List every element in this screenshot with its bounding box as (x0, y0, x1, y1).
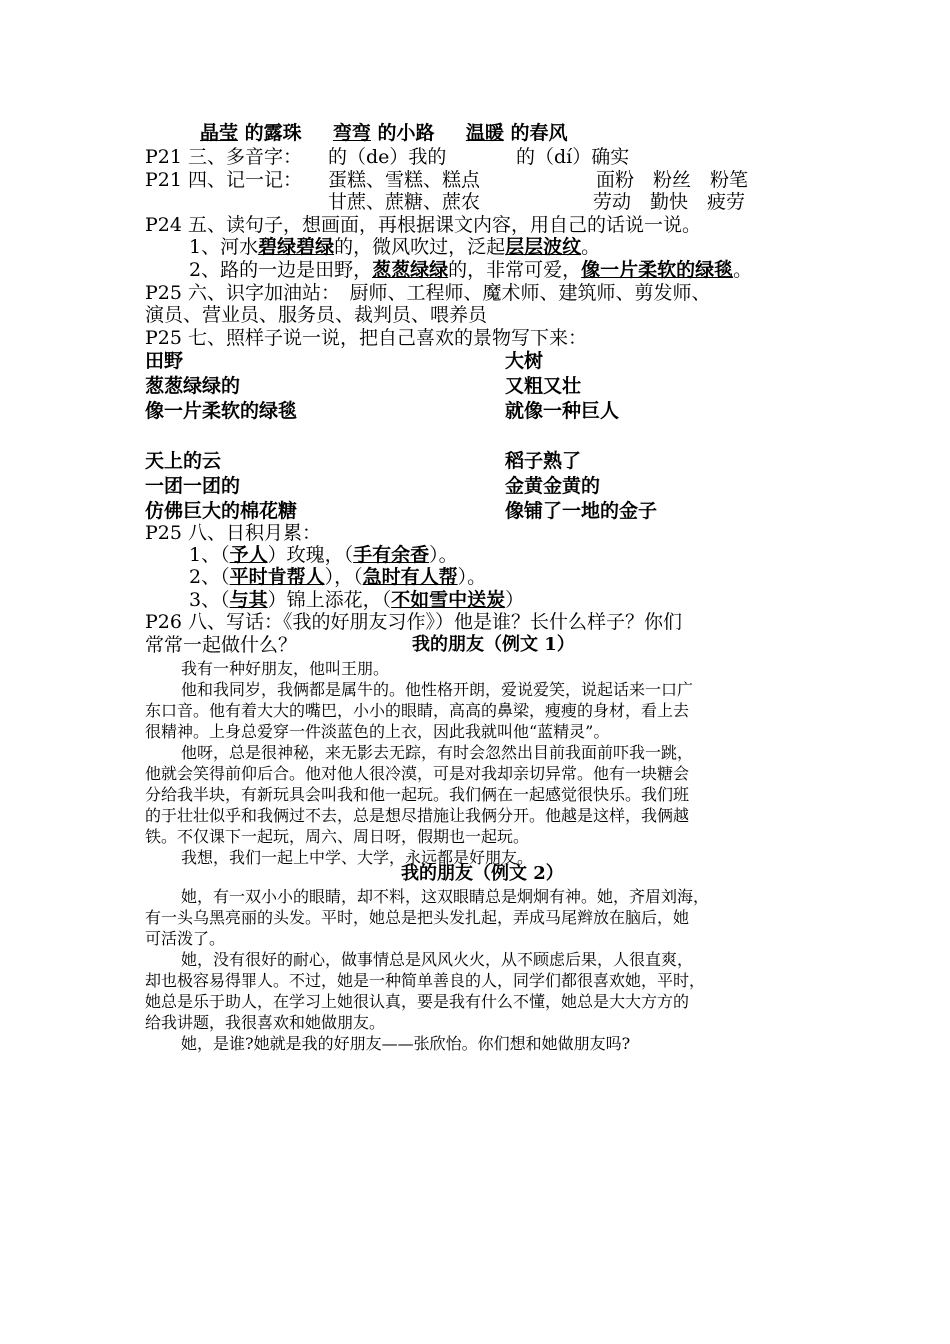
scenery-left1-line2: 葱葱绿绿的 (145, 375, 241, 397)
essay-2-line: 却也极容易得罪人。不过，她是一种简单善良的人，同学们都很喜欢她，平时， (145, 971, 706, 990)
idiom-2-part-b: ），（ (324, 566, 363, 588)
essay-2-title: 我的朋友（例文 2） (401, 863, 564, 884)
sentence-2-answer-2: 像一片柔软的绿毯 (581, 259, 734, 281)
essay-2-line: 可活泼了。 (145, 929, 226, 948)
essay-1-line: 东口音。他有着大大的嘴巴，小小的眼睛，高高的鼻梁，瘦瘦的身材，看上去 (145, 701, 690, 720)
sentence-1-answer-2: 层层波纹 (505, 236, 582, 258)
daily-accumulation-head: P25 八、日积月累： (145, 522, 322, 544)
sentence-2-part-a: 2、路的一边是田野， (189, 259, 373, 281)
essay-1-line: 的于壮壮似乎和我俩过不去，总是想尽措施让我俩分开。他越是这样，我俩越 (145, 806, 690, 825)
reading-sentence-2 (189, 259, 752, 281)
essay-1-line: 他就会笑得前仰后合。他对他人很冷漠，可是对我却亲切异常。他有一块糖会 (145, 764, 690, 783)
reading-head: P24 五、读句子，想画面，再根据课文内容，用自己的话说一说。 (145, 214, 702, 236)
essay-1-line: 铁。不仅课下一起玩，周六、周日呀，假期也一起玩。 (145, 827, 530, 846)
adjective-phrases-line (200, 122, 567, 144)
polyphone-item-2: 的（dí）确实 (516, 146, 630, 168)
essay-1-line: 分给我半块，有新玩具会叫我和他一起玩。我们俩在一起感觉很快乐。我们班 (145, 785, 690, 804)
sentence-1-part-c: 。 (581, 236, 601, 258)
essay-1-line: 我有一种好朋友，他叫王朋。 (181, 659, 390, 678)
sentence-1-part-b: 的，微风吹过，泛起 (334, 236, 506, 258)
idiom-item-2 (189, 566, 486, 588)
remember-row1-b: 面粉 粉丝 粉笔 (596, 169, 749, 191)
idiom-3-part-b: ）锦上添花，（ (267, 589, 392, 611)
essay-2-line: 她，是谁?她就是我的好朋友——张欣怡。你们想和她做朋友吗? (181, 1034, 631, 1053)
idiom-3-part-a: 3、（ (189, 589, 230, 611)
essay-1-line: 他呀，总是很神秘，来无影去无踪，有时会忽然出目前我面前吓我一跳， (181, 743, 694, 762)
phrase-tail-3: 的春风 (510, 122, 568, 144)
scenery-left2-line2: 一团一团的 (145, 475, 241, 497)
scenery-left1-line3: 像一片柔软的绿毯 (145, 400, 298, 422)
sentence-1-part-a: 1、河水 (189, 236, 259, 258)
idiom-item-3 (189, 589, 524, 611)
remember-row1-a: 蛋糕、雪糕、糕点 (328, 169, 481, 191)
idiom-2-part-c: ）。 (457, 566, 487, 588)
literacy-line-1: P25 六、识字加油站： 厨师、工程师、魔术师、建筑师、剪发师、 (145, 282, 711, 304)
idiom-1-part-c: ）。 (429, 544, 458, 566)
idiom-3-answer-2: 不如雪中送炭 (391, 589, 506, 611)
essay-2-line: 有一头乌黑亮丽的头发。平时，她总是把头发扎起，弄成马尾辫放在脑后，她 (145, 908, 690, 927)
phrase-word-3: 温暖 (465, 122, 504, 144)
essay-2-line: 她，有一双小小的眼睛，却不料，这双眼睛总是炯炯有神。她，齐眉刘海， (181, 887, 710, 906)
literacy-line-2: 演员、营业员、服务员、裁判员、喂养员 (145, 304, 488, 326)
idiom-1-answer-1: 予人 (229, 544, 268, 566)
idiom-2-answer-2: 急时有人帮 (362, 566, 458, 588)
scenery-right2-line3: 像铺了一地的金子 (505, 500, 658, 522)
writing-prompt-line-1: P26 八、写话：《我的好朋友习作》）他是谁？长什么样子？你们 (145, 611, 683, 633)
essay-1-line: 我想，我们一起上中学、大学，永远都是好朋友。 (181, 848, 534, 867)
idiom-1-part-b: ）玫瑰，（ (267, 544, 354, 566)
phrase-tail-2: 的小路 (377, 122, 435, 144)
sentence-2-part-c: 。 (733, 259, 753, 281)
essay-2-line: 她总是乐于助人，在学习上她很认真，要是我有什么不懂，她总是大大方方的 (145, 992, 690, 1011)
phrase-word-1: 晶莹 (200, 122, 239, 144)
idiom-2-part-a: 2、（ (189, 566, 230, 588)
idiom-1-answer-2: 手有余香 (353, 544, 430, 566)
scenery-right1-line3: 就像一种巨人 (505, 400, 620, 422)
scenery-right2-line2: 金黄金黄的 (505, 475, 601, 497)
scenery-right1-line1: 大树 (505, 350, 544, 372)
phrase-tail-1: 的露珠 (244, 122, 302, 144)
scenery-left2-line1: 天上的云 (145, 450, 222, 472)
scenery-left2-line3: 仿佛巨大的棉花糖 (145, 500, 298, 522)
idiom-3-answer-1: 与其 (229, 589, 268, 611)
scenery-right2-line1: 稻子熟了 (505, 450, 582, 472)
essay-1-title: 我的朋友（例文 1） (412, 634, 575, 655)
polyphone-item-1: 的（de）我的 (328, 146, 447, 168)
remember-row2-b: 劳动 勤快 疲劳 (593, 191, 746, 213)
essay-2-line: 给我讲题，我很喜欢和她做朋友。 (145, 1013, 386, 1032)
idiom-3-part-c: ） (505, 589, 525, 611)
essay-2-line: 她，没有很好的耐心，做事情总是风风火火，从不顾虑后果，人很直爽， (181, 950, 694, 969)
sentence-2-answer-1: 葱葱绿绿 (372, 259, 449, 281)
idiom-1-part-a: 1、（ (189, 544, 230, 566)
idiom-item-1 (189, 544, 458, 566)
scenery-right1-line2: 又粗又壮 (505, 375, 582, 397)
sentence-1-answer-1: 碧绿碧绿 (258, 236, 335, 258)
essay-1-line: 他和我同岁，我俩都是属牛的。他性格开朗，爱说爱笑，说起话来一口广 (181, 680, 694, 699)
remember-head: P21 四、记一记： (145, 169, 303, 191)
essay-1-line: 很精神。上身总爱穿一件淡蓝色的上衣，因此我就叫他“蓝精灵”。 (145, 722, 610, 741)
sentence-2-part-b: 的，非常可爱， (448, 259, 582, 281)
reading-sentence-1 (189, 236, 600, 258)
phrase-word-2: 弯弯 (332, 122, 371, 144)
remember-row2-a: 甘蔗、蔗糖、蔗农 (328, 191, 481, 213)
idiom-2-answer-1: 平时肯帮人 (229, 566, 325, 588)
polyphone-head: P21 三、多音字： (145, 146, 303, 168)
scenery-head: P25 七、照样子说一说，把自己喜欢的景物写下来： (145, 327, 588, 349)
writing-prompt-line-2: 常常一起做什么？ (145, 634, 298, 656)
scenery-left1-line1: 田野 (145, 350, 184, 372)
